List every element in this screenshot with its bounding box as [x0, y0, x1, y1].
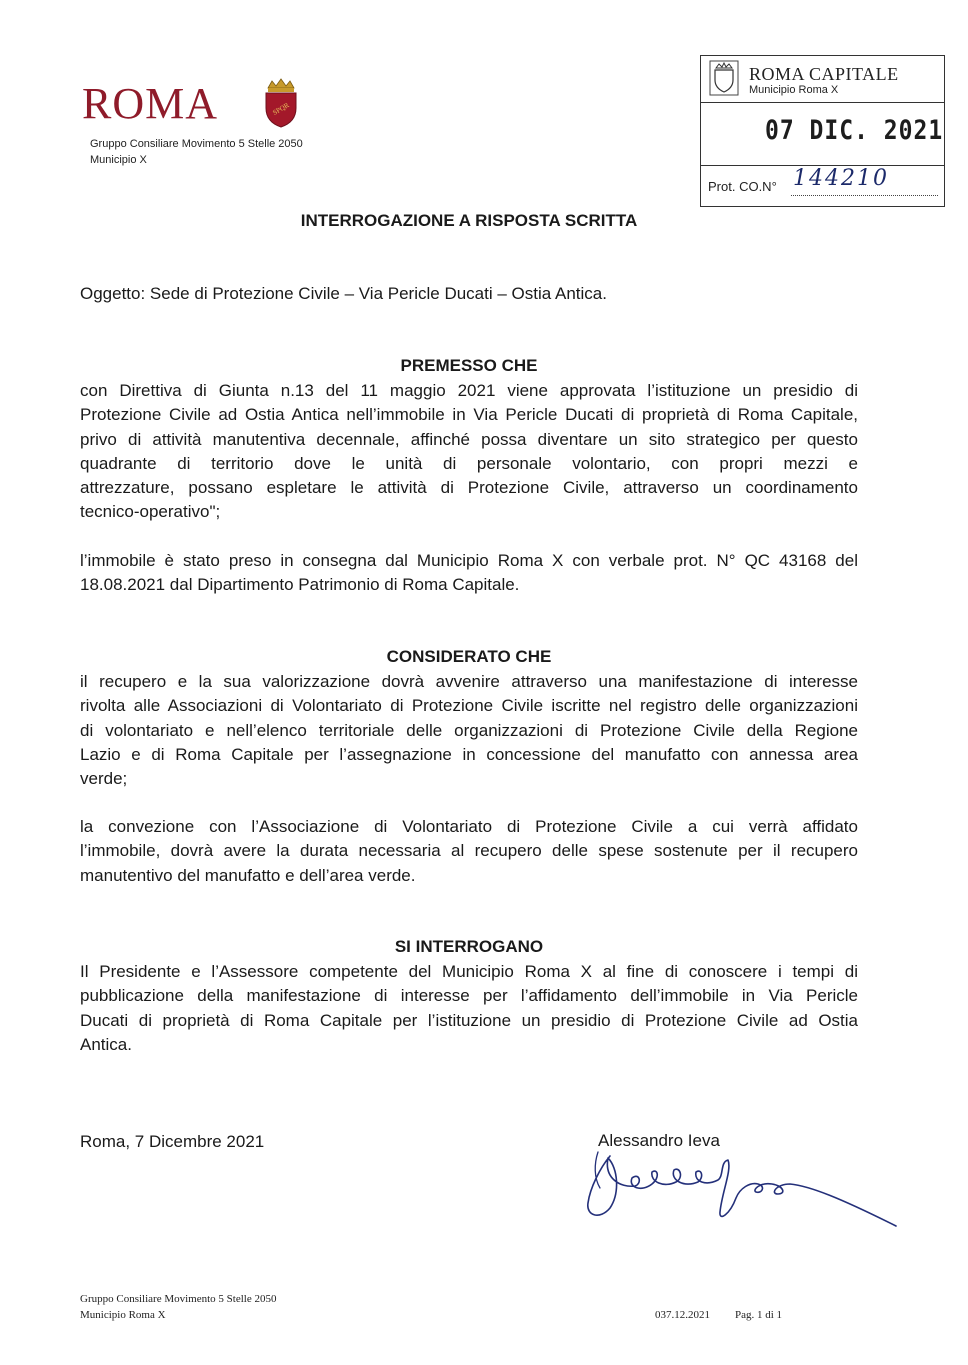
- footer-municipio: Municipio Roma X: [80, 1309, 166, 1321]
- section-heading-considerato: CONSIDERATO CHE: [386, 647, 552, 666]
- text-line: la convezione con l’Associazione di Volontariato di Protezione Civile a cui verrà affidato: [80, 817, 858, 836]
- considerato-paragraph-2: [80, 815, 858, 888]
- municipio-header: Municipio X: [90, 154, 147, 166]
- footer-group-name: Gruppo Consiliare Movimento 5 Stelle 2050: [80, 1293, 277, 1305]
- stamp-protocol-number: 144210: [793, 166, 889, 191]
- text-line: con Direttiva di Giunta n.13 del 11 maggio 2021 viene approvata l’istituzione un presidio di: [80, 381, 858, 400]
- text-line: pubblicazione della manifestazione di interesse per l’affidamento dell’immobile in Via Pericle: [80, 986, 858, 1006]
- text-line: privo di attività manutentiva decennale, affinché possa diventare un sito strategico per questo: [80, 429, 858, 449]
- roma-logo-text: ROMA: [82, 79, 219, 128]
- text-line: attrezzature, possano espletare le attività di Protezione Civile, attraverso un coordinamento: [80, 478, 858, 498]
- text-line: quadrante di territorio dove le unità di personale volontario, con propri mezzi e: [80, 453, 858, 473]
- text-line: rivolta alle Associazioni di Volontariato di Protezione Civile iscritte nel registro delle organizzazioni: [80, 696, 858, 716]
- text-line: manutentivo del manufatto e dell’area verde.: [80, 865, 416, 885]
- roma-coat-of-arms-icon: [262, 78, 300, 128]
- text-line: l’immobile, dovrà avere la durata necessaria al recupero delle spese sostenute per il recupero: [80, 841, 858, 861]
- stamp-shield-icon: [709, 60, 739, 96]
- text-line: tecnico-operativo";: [80, 502, 221, 522]
- text-line: Il Presidente e l’Assessore competente del Municipio Roma X al fine di conoscere i tempi di: [80, 962, 858, 981]
- premesso-paragraph-2: [80, 549, 858, 598]
- text-line: il recupero e la sua valorizzazione dovrà avvenire attraverso una manifestazione di interesse: [80, 672, 858, 691]
- group-name-header: Gruppo Consiliare Movimento 5 Stelle 2050: [90, 138, 303, 150]
- considerato-paragraph-1: [80, 670, 858, 791]
- document-subject: Oggetto: Sede di Protezione Civile – Via Pericle Ducati – Ostia Antica.: [80, 284, 607, 303]
- stamp-divider: [701, 102, 944, 103]
- text-line: Ducati di proprietà di Roma Capitale per l’istituzione un presidio di Protezione Civile ad Ostia: [80, 1010, 858, 1030]
- text-line: di volontariato e nell’elenco territoriale delle organizzazioni di Protezione Civile della Regione: [80, 720, 858, 740]
- text-line: Lazio e di Roma Capitale per l’assegnazione in concessione del manufatto con annessa area: [80, 744, 858, 764]
- stamp-date: 07 DIC. 2021: [765, 116, 944, 146]
- protocol-stamp: [700, 55, 945, 207]
- interrogano-paragraph: [80, 960, 858, 1057]
- stamp-subtitle: Municipio Roma X: [749, 84, 839, 96]
- footer-page-number: Pag. 1 di 1: [735, 1309, 783, 1321]
- section-heading-premesso: PREMESSO CHE: [400, 356, 538, 375]
- footer-doc-code: 037.12.2021: [655, 1309, 710, 1321]
- section-heading-si-interrogano: SI INTERROGANO: [394, 937, 544, 956]
- svg-text:SPQR: SPQR: [271, 101, 291, 117]
- stamp-dotted-line: [791, 195, 938, 196]
- document-title: INTERROGAZIONE A RISPOSTA SCRITTA: [300, 211, 638, 230]
- handwritten-signature: [580, 1148, 900, 1230]
- premesso-paragraph-1: [80, 379, 858, 525]
- text-line: Antica.: [80, 1034, 132, 1054]
- stamp-protocol-label: Prot. CO.N°: [708, 179, 777, 194]
- signatory-name: Alessandro Ieva: [598, 1131, 720, 1150]
- place-date: Roma, 7 Dicembre 2021: [80, 1132, 265, 1151]
- text-line: l’immobile è stato preso in consegna dal Municipio Roma X con verbale prot. N° QC 43168 del: [80, 551, 858, 570]
- stamp-title: ROMA CAPITALE: [749, 64, 899, 84]
- text-line: Protezione Civile ad Ostia Antica nell’immobile in Via Pericle Ducati di proprietà di Roma Capitale,: [80, 405, 858, 425]
- text-line: verde;: [80, 769, 128, 789]
- text-line: 18.08.2021 dal Dipartimento Patrimonio di Roma Capitale.: [80, 575, 520, 595]
